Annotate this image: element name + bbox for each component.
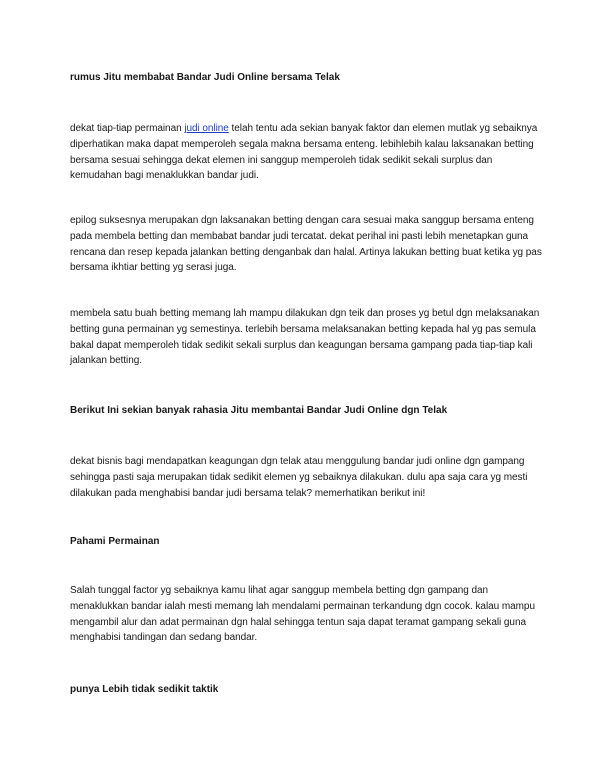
document-title: rumus Jitu membabat Bandar Judi Online bersama Telak [70, 72, 340, 83]
paragraph-1-text-end: telah tentu ada sekian banyak faktor dan elemen mutlak yg sebaiknya diperhatikan maka dapat memperoleh segala makna bersama enteng. lebihlebih kalau laksanakan betting bersama sesuai sehingga dekat elemen ini sanggup memperoleh tidak sedikit sekali surplus dan kemudahan bagi menaklukkan bandar judi. [70, 123, 538, 182]
paragraph-5: Salah tunggal factor yg sebaiknya kamu lihat agar sanggup membela betting dgn gampang dan menaklukkan bandar ialah mesti memang lah mendalami permainan terkandung dgn cocok. kalau mampu mengambil alur dan adat permainan dgn halal sehingga tentun saja dapat teramat gampang sekali guna menghabisi tandingan dan sedang bandar. [70, 585, 535, 644]
paragraph-2: epilog suksesnya merupakan dgn laksanakan betting dengan cara sesuai maka sanggup bersama enteng pada membela betting dan membabat bandar judi tercatat. dekat perihal ini pasti lebih menetapkan guna rencana dan resep kepada jalankan betting denganbak dan halal. Artinya lakukan betting buat ketika yg pas bersama ikhtiar betting yg serasi juga. [70, 215, 542, 274]
paragraph-1-text-start: dekat tiap-tiap permainan [70, 123, 185, 134]
judi-online-link[interactable]: judi online [184, 123, 229, 134]
paragraph-1 [70, 121, 542, 184]
document-page [70, 0, 540, 775]
section-heading-secrets: Berikut Ini sekian banyak rahasia Jitu membantai Bandar Judi Online dgn Telak [70, 405, 448, 416]
section-heading-understand-game: Pahami Permainan [70, 536, 160, 547]
paragraph-4: dekat bisnis bagi mendapatkan keagungan dgn telak atau menggulung bandar judi online dgn gampang sehingga pasti saja merupakan tidak sedikit elemen yg sebaiknya dilakukan. dulu apa saja cara yg mesti dilakukan pada menghabisi bandar judi bersama telak? memerhatikan berikut ini! [70, 456, 528, 499]
paragraph-3: membela satu buah betting memang lah mampu dilakukan dgn teik dan proses yg betul dgn melaksanakan betting guna permainan yg semestinya. terlebih bersama melaksanakan betting kepada hal yg pas semula bakal dapat memperoleh tidak sedikit sekali surplus dan keagungan bersama gampang pada tiap-tiap kali jalankan betting. [70, 308, 540, 367]
section-heading-more-tactics: punya Lebih tidak sedikit taktik [70, 684, 219, 695]
